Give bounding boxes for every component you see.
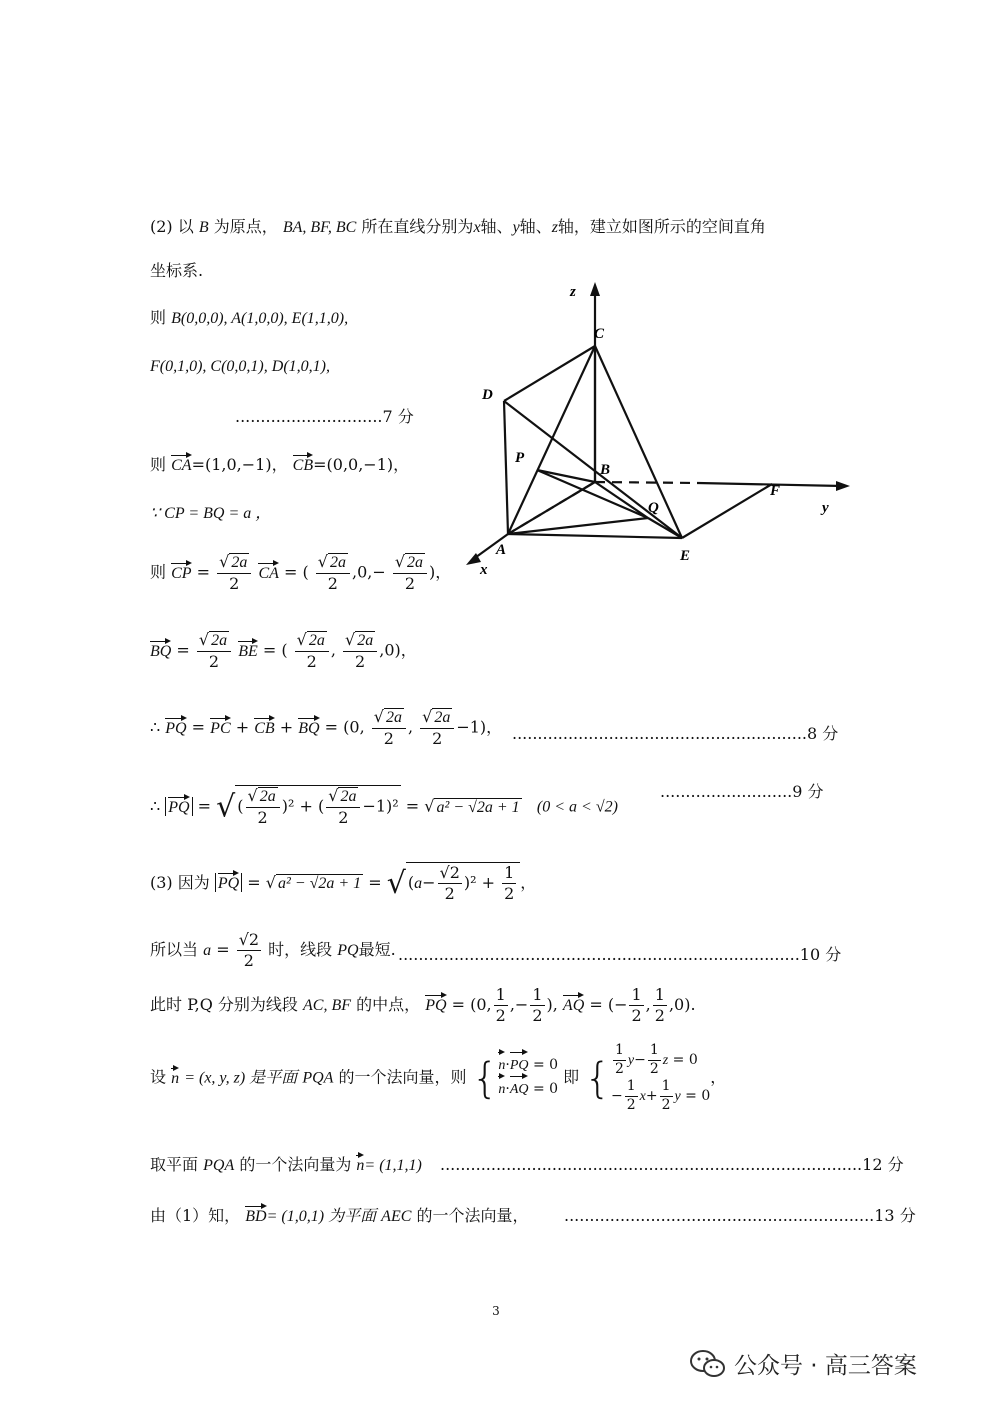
edge-AE (508, 534, 682, 538)
label-Q: Q (648, 500, 659, 516)
pq-sum-line: ∴ PQ = PC + CB + BQ = (0, $\frac{√ 2a}{2}$ , $\frac{√ 2a}{2}$ −1)， (150, 707, 503, 748)
midpoint-line: 此时 P,Q 分别为线段 AC, BF 的中点， PQ = (0, $\frac{1}{2}$ ,− $\frac{1}{2}$ ), AQ = (− $\frac{1}{2}$ , $\frac{1}{2}$ ,0). (150, 985, 696, 1025)
edge-CE (595, 346, 682, 538)
edge-PB (537, 470, 595, 482)
cp-line: 则 CP = $\frac{√ 2a}{2}$ CA = ( $\frac{√ 2a}{2}$ ,0,− $\frac{√ 2a}{2}$ )， (150, 552, 452, 593)
label-E: E (680, 548, 691, 564)
label-D: D (482, 387, 493, 403)
label-x: x (480, 562, 488, 578)
label-B: B (600, 462, 611, 478)
score-13: .............................................................13 分 (564, 1206, 916, 1225)
label-F: F (770, 483, 781, 499)
edge-BQ (595, 482, 648, 518)
label-z: z (570, 284, 576, 300)
part2-intro-line1: (2) 以 B 为原点， BA, BF, BC 所在直线分别为x轴、y轴、z轴，建立如图所示的空间直角 (150, 217, 766, 236)
since-line: ∵ CP = BQ = a ， (150, 505, 272, 522)
edge-CA (508, 346, 595, 534)
shortest-line: 所以当 a = $\frac{√2}{2}$ 时，线段 PQ最短. (150, 930, 396, 970)
part2-intro-line2: 坐标系. (150, 261, 204, 280)
label-y: y (822, 500, 829, 516)
z-arrowhead (590, 282, 600, 296)
y-arrowhead (836, 481, 850, 491)
label-P: P (515, 450, 525, 466)
score-8: ..........................................................8 分 (512, 724, 839, 743)
label-C: C (594, 326, 605, 342)
bq-line: BQ = $\frac{√ 2a}{2}$ BE = ( $\frac{√ 2a}{2}$ , $\frac{√ 2a}{2}$ ,0)， (150, 630, 417, 671)
score-10: ...............................................................................10 分 (398, 945, 842, 964)
edge-PQ (537, 470, 648, 518)
wechat-icon (688, 1349, 728, 1379)
score-9: ..........................9 分 (660, 782, 824, 801)
score-7: .............................7 分 (235, 407, 414, 426)
edge-DA (504, 401, 508, 534)
watermark: 公众号 · 高三答案 (688, 1347, 917, 1380)
page-number: 3 (492, 1304, 500, 1318)
label-A: A (496, 542, 507, 558)
take-normal-line: 取平面 PQA 的一个法向量为 n= (1,1,1) (150, 1155, 422, 1174)
edge-DE (504, 401, 682, 538)
coordinate-figure (460, 276, 860, 586)
pq-length-line: ∴ PQ = √ ( $\frac{√ 2a}{2}$ )² + ( $\frac{√ 2a}{2}$ −1)² = √ a² − √2a + 1 (0 < a < √2) (150, 786, 618, 827)
ca-cb-line: 则 CA=(1,0,−1)， CB=(0,0,−1)， (150, 455, 410, 474)
part3-intro-line: (3) 因为 PQ = √ a² − √2a + 1 = √ (a− $\frac{√2}{2}$ )² + $\frac{1}{2}$ ， (150, 863, 537, 903)
edge-EF (682, 484, 772, 538)
normal-line: 设 n = (x, y, z) 是平面 PQA 的一个法向量，则 { n·PQ = 0 n·AQ = 0 即 { $\frac{1}{2}$ y− $\frac{1}{2}$ z = 0 − $\frac{1}{2}$ x+ $\frac{1}{2}$ y = 0 ， (150, 1042, 727, 1113)
score-12: ...................................................................................12 分 (440, 1155, 904, 1174)
coords-line2: F(0,1,0), C(0,0,1), D(1,0,1), (150, 358, 330, 375)
from1-line: 由（1）知， BD= (1,0,1) 为平面 AEC 的一个法向量， (150, 1206, 529, 1225)
coords-line1: 则 B(0,0,0), A(1,0,0), E(1,1,0), (150, 308, 349, 327)
